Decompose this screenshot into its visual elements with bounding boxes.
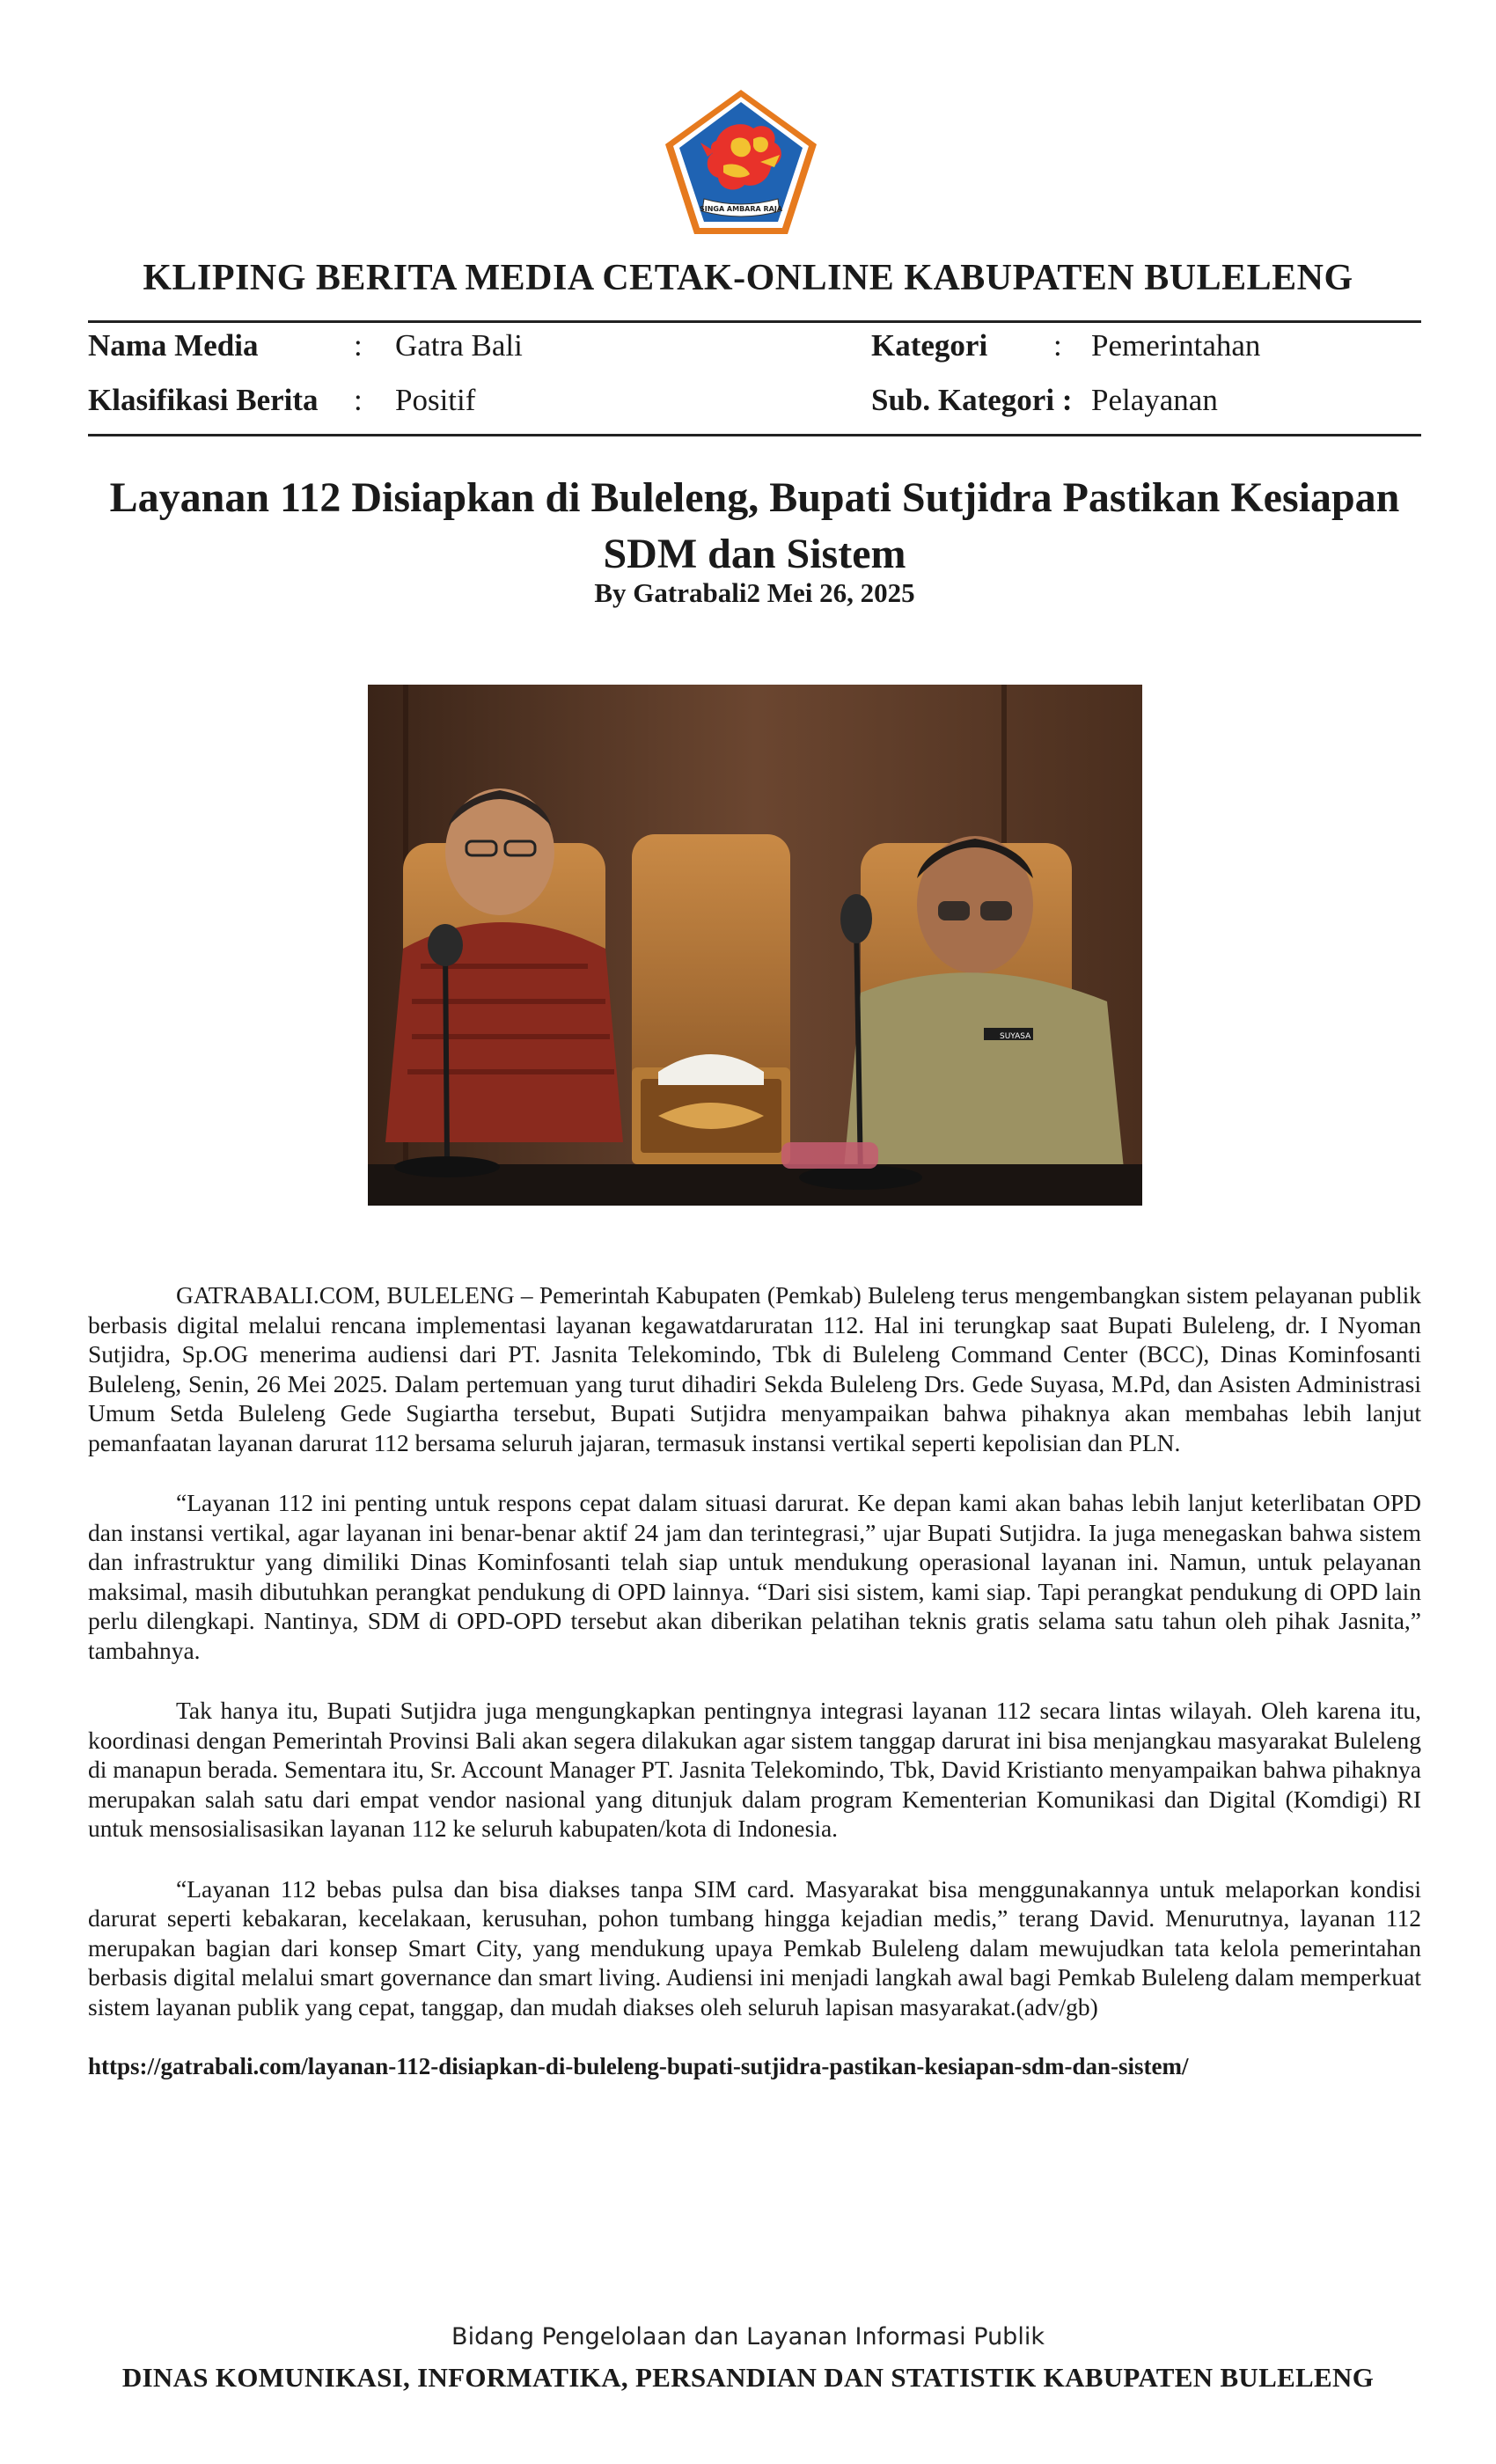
article-byline: By Gatrabali2 Mei 26, 2025 [594, 577, 915, 608]
article-paragraph-1: GATRABALI.COM, BULELENG – Pemerintah Kabupaten (Pemkab) Buleleng terus mengembangkan sistem pelayanan publik berbasis digital melalui rencana implementasi layanan kegawatdaruratan 112. Hal ini terungkap saat Bupati Buleleng, dr. I Nyoman Sutjidra, Sp.OG menerima audiensi dari PT. Jasnita Telekomindo, Tbk di Buleleng Command Center (BCC), Dinas Kominfosanti Buleleng, Senin, 26 Mei 2025. Dalam pertemuan yang turut dihadiri Sekda Buleleng Drs. Gede Suyasa, M.Pd, dan Asisten Administrasi Umum Setda Buleleng Gede Sugiartha tersebut, Bupati Sutjidra menyampaikan bahwa pihaknya akan membahas lebih lanjut pemanfaatan layanan darurat 112 bersama seluruh jajaran, termasuk instansi vertikal seperti kepolisian dan PLN. [88, 1281, 1421, 1456]
article-title: Layanan 112 Disiapkan di Buleleng, Bupati Sutjidra Pastikan Kesiapan SDM dan Sistem [109, 474, 1400, 577]
sub-kategori-label: Sub. Kategori : [871, 383, 1073, 417]
nama-media-colon: : [354, 328, 363, 363]
footer-agency: DINAS KOMUNIKASI, INFORMATIKA, PERSANDIAN DAN STATISTIK KABUPATEN BULELENG [121, 2362, 1375, 2393]
article-body [88, 1280, 1421, 2052]
article-source-url: https://gatrabali.com/layanan-112-disiapkan-di-buleleng-bupati-sutjidra-pastikan-kesiapan-sdm-dan-sistem/ [88, 2053, 1189, 2079]
article-paragraph-4: “Layanan 112 bebas pulsa dan bisa diakses tanpa SIM card. Masyarakat bisa menggunakannya untuk melaporkan kondisi darurat seperti kebakaran, kecelakaan, kerusuhan, pohon tumbang hingga kejadian medis,” terang David. Menurutnya, layanan 112 merupakan bagian dari konsep Smart City, yang mendukung upaya Pemkab Buleleng dalam mewujudkan tata kelola pemerintahan berbasis digital melalui smart governance dan smart living. Audiensi ini menjadi langkah awal bagi Pemkab Buleleng dalam memperkuat sistem layanan publik yang cepat, tanggap, dan mudah diakses oleh seluruh lapisan masyarakat.(adv/gb) [88, 1874, 1421, 2020]
kategori-value: Pemerintahan [1091, 328, 1261, 363]
article-photo [368, 685, 1142, 1206]
kategori-colon: : [1053, 328, 1062, 363]
buleleng-emblem-logo [662, 86, 820, 238]
header-divider-top [88, 320, 1421, 323]
meeting-photo-illustration [368, 685, 1142, 1206]
document-header-title: KLIPING BERITA MEDIA CETAK-ONLINE KABUPATEN BULELENG [143, 258, 1353, 298]
klasifikasi-value: Positif [395, 383, 476, 417]
footer-department: Bidang Pengelolaan dan Layanan Informasi Publik [451, 2323, 1045, 2350]
kategori-label: Kategori [871, 328, 988, 363]
nama-media-label: Nama Media [88, 328, 259, 363]
article-paragraph-2: “Layanan 112 ini penting untuk respons cepat dalam situasi darurat. Ke depan kami akan bahas lebih lanjut keterlibatan OPD dan instansi vertikal, agar layanan ini benar-benar aktif 24 jam dan terintegrasi,” ujar Bupati Sutjidra. Ia juga menegaskan bahwa sistem dan infrastruktur yang dimiliki Dinas Kominfosanti telah siap untuk mendukung operasional layanan ini. Namun, untuk pelayanan maksimal, masih dibutuhkan perangkat pendukung di OPD lainnya. “Dari sisi sistem, kami siap. Tapi perangkat pendukung di OPD lain perlu dilengkapi. Nantinya, SDM di OPD-OPD tersebut akan diberikan pelatihan teknis gratis selama satu tahun oleh pihak Jasnita,” tambahnya. [88, 1489, 1421, 1664]
emblem-motto: SINGA AMBARA RAJA [699, 205, 783, 213]
klasifikasi-colon: : [354, 383, 363, 417]
emblem-svg [662, 86, 820, 238]
article-paragraph-3: Tak hanya itu, Bupati Sutjidra juga mengungkapkan pentingnya integrasi layanan 112 secara lintas wilayah. Oleh karena itu, koordinasi dengan Pemerintah Provinsi Bali akan segera dilakukan agar sistem tanggap darurat ini bisa menjangkau masyarakat Buleleng di manapun berada. Sementara itu, Sr. Account Manager PT. Jasnita Telekomindo, Tbk, David Kristianto menyampaikan bahwa pihaknya merupakan salah satu dari empat vendor nasional yang ditunjuk dalam program Kementerian Komunikasi dan Digital (Komdigi) RI untuk mensosialisasikan layanan 112 ke seluruh kabupaten/kota di Indonesia. [88, 1697, 1421, 1842]
nama-media-value: Gatra Bali [395, 328, 523, 363]
klasifikasi-label: Klasifikasi Berita [88, 383, 319, 417]
photo-name-tag: SUYASA [1000, 1032, 1031, 1041]
sub-kategori-value: Pelayanan [1091, 383, 1218, 417]
header-divider-bottom [88, 434, 1421, 436]
